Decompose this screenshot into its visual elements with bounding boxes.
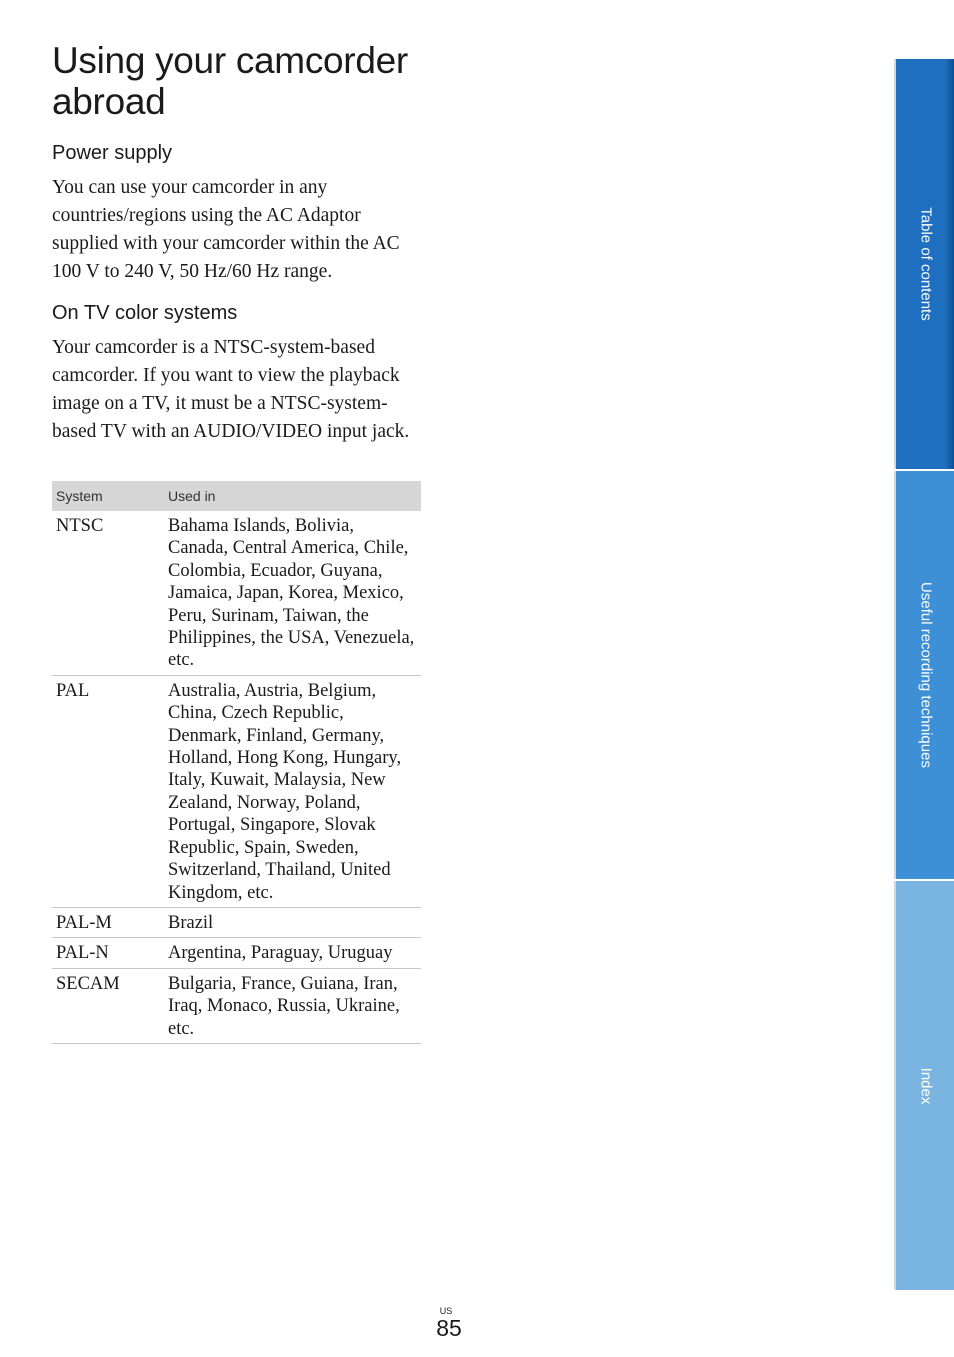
tab-label-useful-recording-techniques: Useful recording techniques xyxy=(917,582,935,768)
system-cell: PAL-M xyxy=(52,907,164,937)
tab-useful-recording-techniques[interactable] xyxy=(894,471,954,879)
section-heading-tv-color-systems: On TV color systems xyxy=(52,302,238,324)
tab-label-index: Index xyxy=(917,1067,935,1104)
system-cell: PAL xyxy=(52,675,164,907)
table-header-row xyxy=(52,481,421,511)
table-row xyxy=(52,938,421,968)
used-in-cell: Bahama Islands, Bolivia, Canada, Central America, Chile, Colombia, Ecuador, Guyana, Jamaica, Japan, Korea, Mexico, Peru, Surinam, Taiwan, the Philippines, the USA, Venezuela, etc. xyxy=(164,511,421,675)
table-row xyxy=(52,511,421,675)
tv-color-systems-paragraph: Your camcorder is a NTSC-system-based camcorder. If you want to view the playback image on a TV, it must be a NTSC-system-based TV with an AUDIO/VIDEO input jack. xyxy=(52,337,410,442)
used-in-cell: Australia, Austria, Belgium, China, Czech Republic, Denmark, Finland, Germany, Holland, Hong Kong, Hungary, Italy, Kuwait, Malaysia, New Zealand, Norway, Poland, Portugal, Singapore, Slovak Republic, Spain, Sweden, Switzerland, Thailand, United Kingdom, etc. xyxy=(164,675,421,907)
system-cell: NTSC xyxy=(52,511,164,675)
system-cell: SECAM xyxy=(52,968,164,1043)
tab-table-of-contents[interactable] xyxy=(894,59,954,469)
tab-label-table-of-contents: Table of contents xyxy=(917,207,935,321)
table-row xyxy=(52,968,421,1043)
region-code: US xyxy=(439,1306,453,1316)
used-in-cell: Brazil xyxy=(164,907,421,937)
section-heading-power-supply: Power supply xyxy=(52,142,173,164)
power-supply-paragraph: You can use your camcorder in any countries/regions using the AC Adaptor supplied with your camcorder within the AC 100 V to 240 V, 50 Hz/60 Hz range. xyxy=(52,177,400,282)
used-in-cell: Bulgaria, France, Guiana, Iran, Iraq, Monaco, Russia, Ukraine, etc. xyxy=(164,968,421,1043)
column-header-system: System xyxy=(52,481,164,511)
table-row xyxy=(52,907,421,937)
page-title: Using your camcorder abroad xyxy=(52,40,408,122)
side-navigation-tabs xyxy=(894,59,954,1290)
table-row xyxy=(52,675,421,907)
tab-index[interactable] xyxy=(894,881,954,1290)
tv-systems-table xyxy=(52,481,421,1044)
used-in-cell: Argentina, Paraguay, Uruguay xyxy=(164,938,421,968)
page-number xyxy=(434,1307,464,1340)
page-number-value: 85 xyxy=(436,1315,462,1341)
system-cell: PAL-N xyxy=(52,938,164,968)
column-header-used-in: Used in xyxy=(164,481,421,511)
